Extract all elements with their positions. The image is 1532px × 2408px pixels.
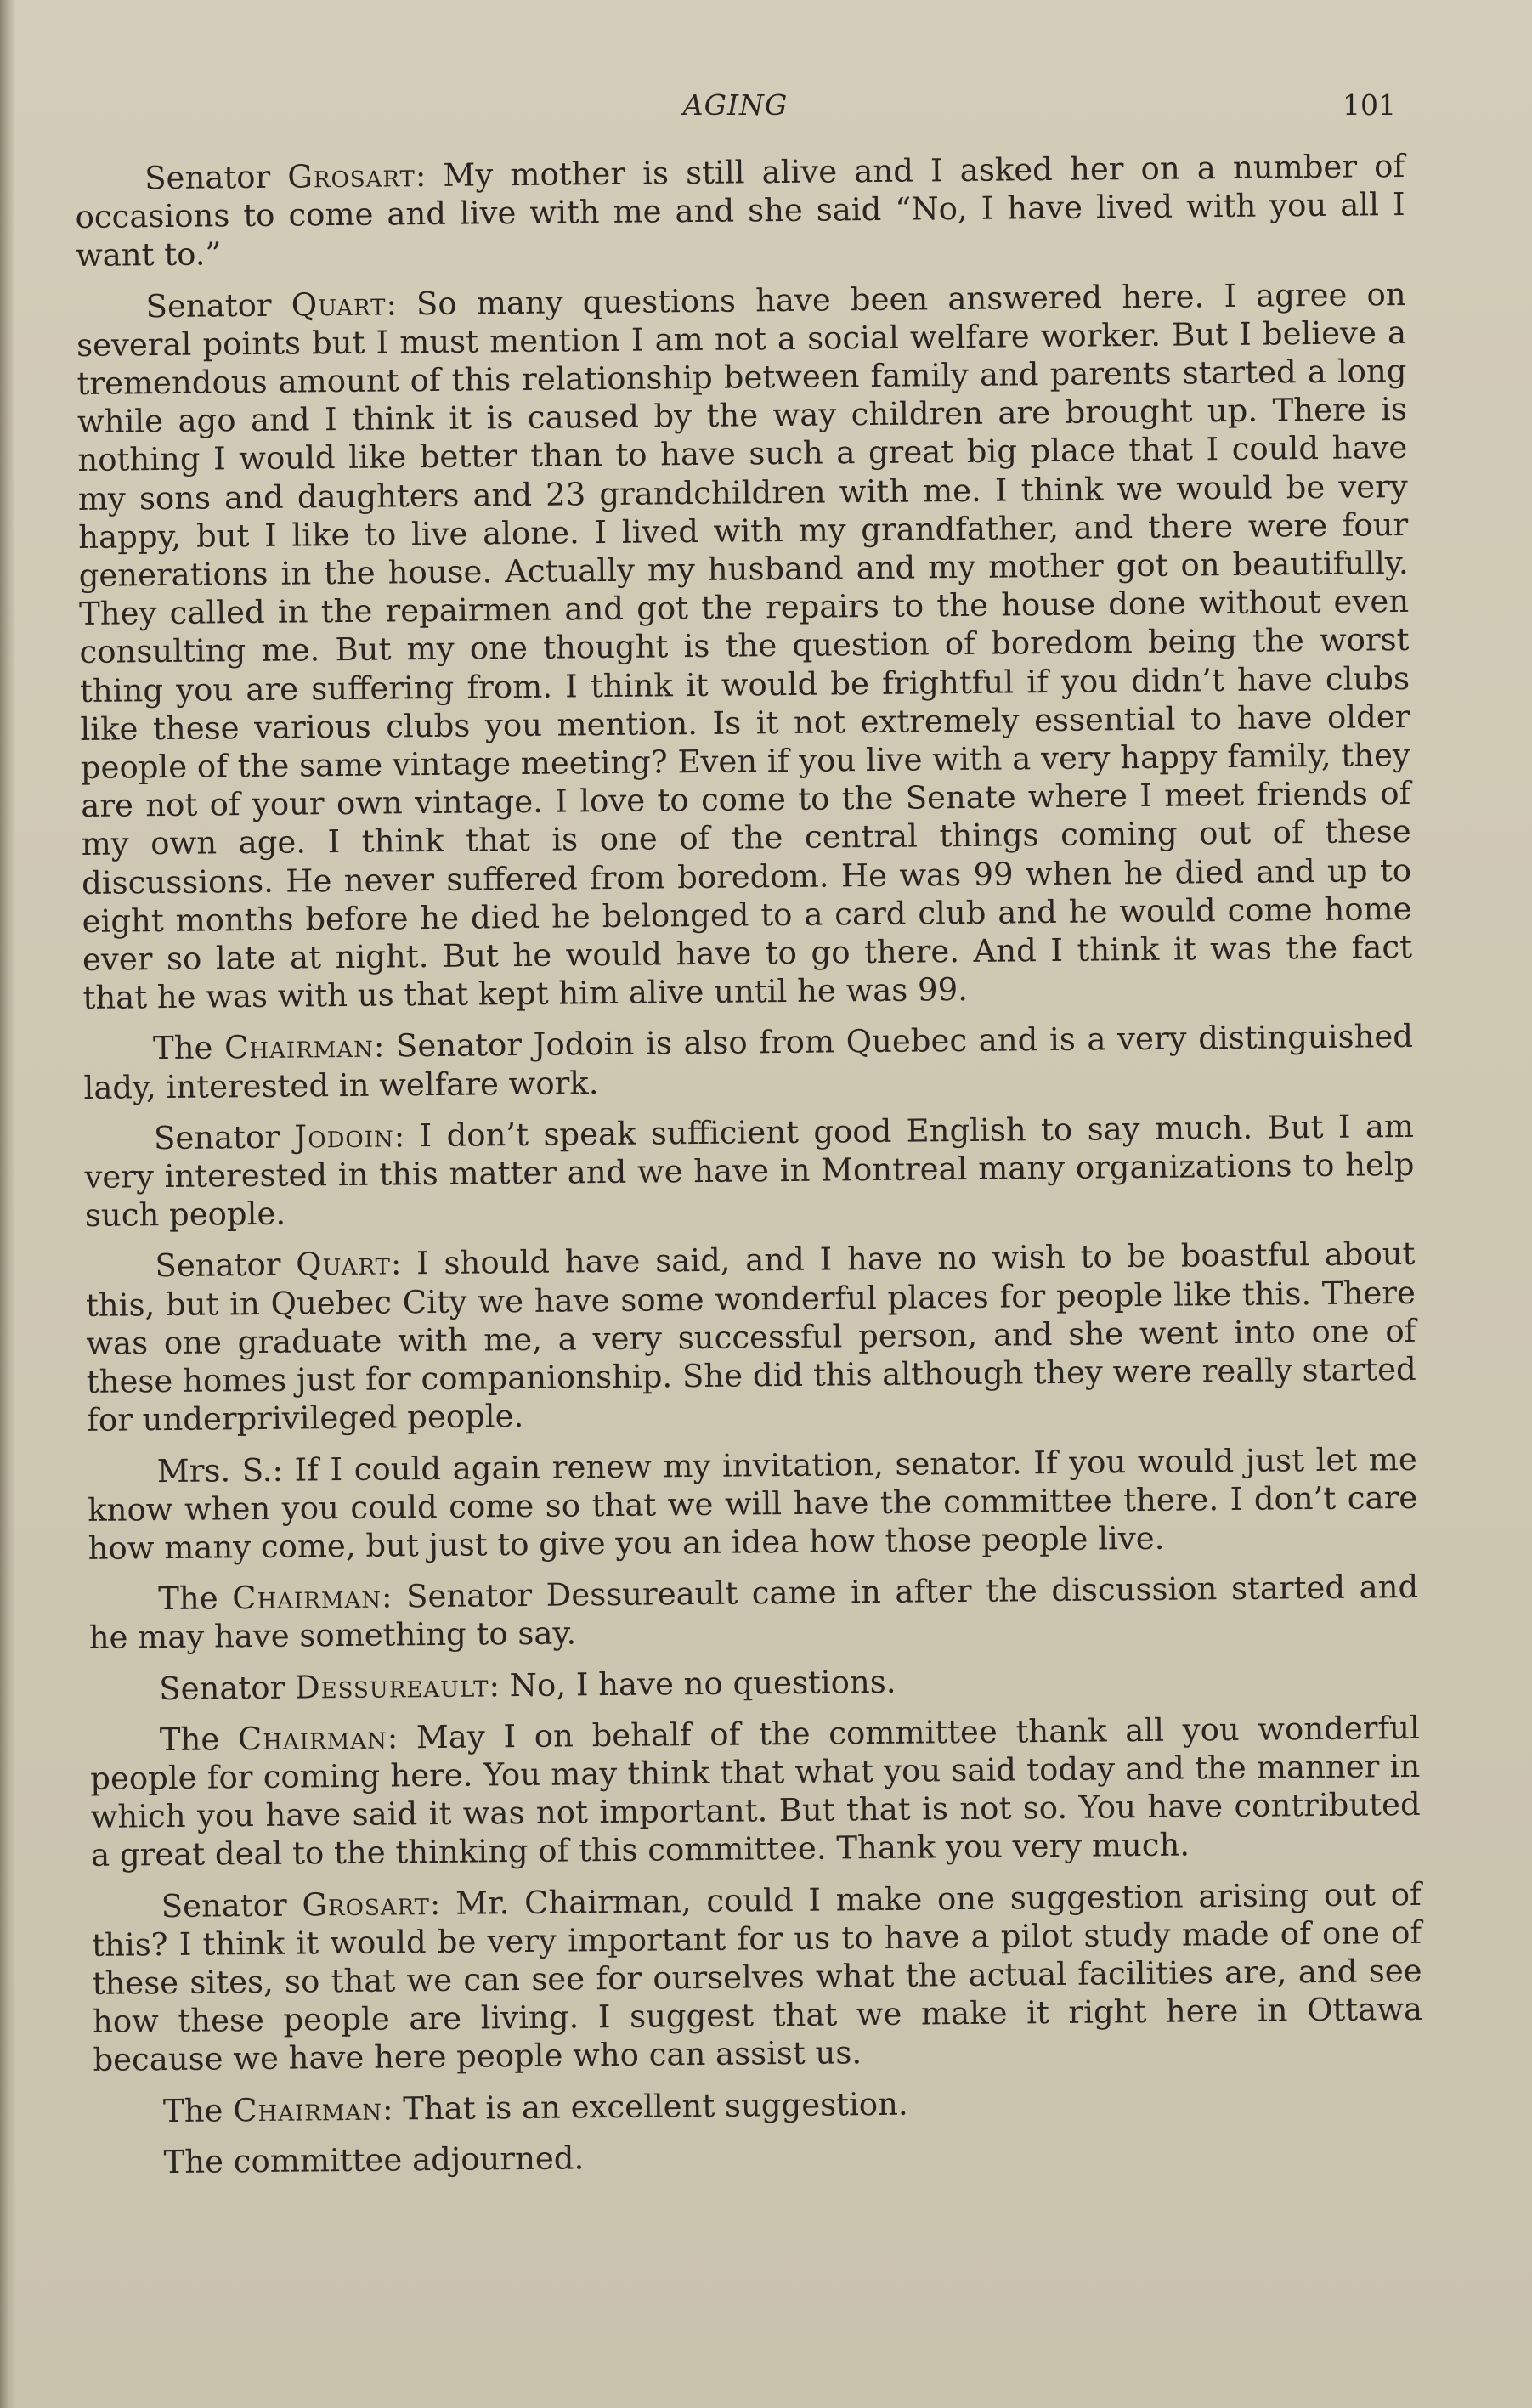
speaker-title: The	[162, 2091, 223, 2129]
paragraph-text: : Senator Jodoin is also from Quebec and is a very distinguished lady, interested in welfare work.	[83, 1018, 1414, 1106]
speaker-title: The	[158, 1580, 218, 1618]
paragraph-chairman-dessureault	[88, 1568, 1419, 1657]
paragraph-text: : No, I have no questions.	[489, 1663, 896, 1704]
paragraph-text: : I should have said, and I have no wish to be boastful about this, but in Quebec City we have some wonderful places for people like this. There was one graduate with me, a very successful person, and she went into one of these homes just for companionship. She did this although they were really started for underprivileged people.	[85, 1235, 1416, 1439]
speaker-name: Grosart	[302, 1885, 431, 1924]
running-title: AGING	[682, 88, 789, 122]
paragraph-quart-boredom	[76, 275, 1412, 1018]
speaker-title: The	[152, 1029, 213, 1067]
page-header	[75, 88, 1396, 129]
paragraph-grosart-mother	[75, 147, 1405, 275]
paragraph-grosart-suggestion	[92, 1874, 1423, 2079]
speaker-name: Quart	[291, 285, 387, 324]
speaker-name: Jodoin	[294, 1117, 394, 1156]
paragraph-text: : That is an excellent suggestion.	[382, 2085, 908, 2128]
paragraph-chairman-jodoin	[83, 1017, 1414, 1106]
speaker-name: Grosart	[287, 157, 416, 195]
paragraph-text: : So many questions have been answered here. I agree on several points but I must mention I am not a social welfare worker. But I believe a tremendous amount of this relationship between family and parents started a long while ago and I think it is caused by the way children are brought up. There is nothing I would like better than to have such a great big place that I could have my sons and daughters and 23 grandchildren with me. I think we would be very happy, but I like to live alone. I lived with my grandfather, and there were four generations in the house. Actually my husband and my mother got on beautifully. They called in the repairmen and got the repairs to the house done without even consulting me. But my one thought is the question of boredom being the worst thing you are suffering from. I think it would be frightful if you didn’t have clubs like these various clubs you mention. Is it not extremely essential to have older people of the same vintage meeting? Even if you live with a very happy family, they are not of your own vintage. I love to come to the Senate where I meet friends of my own age. I think that is one of the central things coming out of these discussions. He never suffered from boredom. He was 99 when he died and up to eight months before he died he belonged to a card club and he would come home ever so late at night. But he would have to go there. And I think it was the fact that he was with us that kept him alive until he was 99.	[76, 275, 1413, 1017]
paragraph-jodoin	[84, 1107, 1415, 1235]
speaker-name: Dessureault	[294, 1666, 489, 1706]
speaker-name: Quart	[296, 1245, 392, 1284]
paragraph-text: : My mother is still alive and I asked her on a number of occasions to come and live with me and she said “No, I have lived with you all I want to.”	[75, 147, 1405, 274]
speaker-title: Senator	[159, 1669, 285, 1707]
paragraph-text: : I don’t speak sufficient good English to say much. But I am very interested in this matter and we have in Montreal many organizations to help such people.	[84, 1107, 1415, 1235]
paragraph-text: The committee adjourned.	[163, 2140, 585, 2180]
paragraph-text: : May I on behalf of the committee thank all you wonderful people for coming here. You may think that what you said today and the manner in which you have said it was not important. But that is not so. You have contributed a great deal to the thinking of this committee. Thank you very much.	[90, 1709, 1421, 1874]
page-binding-shadow	[0, 0, 15, 2408]
paragraph-mrs-s	[88, 1439, 1418, 1568]
speaker-title: Senator	[145, 286, 272, 325]
speaker-title: Senator	[153, 1118, 280, 1157]
paragraph-text: Mrs. S.: If I could again renew my invitation, senator. If you would just let me know when you could come so that we will have the committee there. I don’t care how many come, but just to give you an idea how those people live.	[88, 1440, 1418, 1567]
paragraph-text: : Senator Dessureault came in after the discussion started and he may have something to say.	[88, 1569, 1419, 1657]
speaker-name: Chairman	[237, 1719, 387, 1757]
paragraph-dessureault	[89, 1657, 1419, 1708]
paragraph-chairman-thanks	[90, 1709, 1422, 1875]
paragraph-adjourned	[93, 2131, 1423, 2182]
speaker-name: Chairman	[223, 1028, 375, 1066]
speaker-title: Senator	[161, 1886, 287, 1925]
transcript-body	[75, 147, 1424, 2195]
paragraph-quart-quebec	[85, 1235, 1416, 1439]
paragraph-text: : Mr. Chairman, could I make one suggestion arising out of this? I think it would be very important for us to have a pilot study made of one of these sites, so that we can see for ourselves what the actual facilities are, and see how these people are living. I suggest that we make it right here in Ottawa because we have here people who can assist us.	[91, 1875, 1423, 2079]
speaker-name: Chairman	[232, 1578, 382, 1617]
speaker-title: Senator	[144, 158, 271, 197]
speaker-name: Chairman	[233, 2090, 383, 2128]
page-number: 101	[1343, 88, 1396, 122]
speaker-title: Senator	[155, 1246, 281, 1285]
speaker-title: The	[159, 1721, 220, 1758]
paragraph-chairman-excellent	[93, 2079, 1423, 2130]
